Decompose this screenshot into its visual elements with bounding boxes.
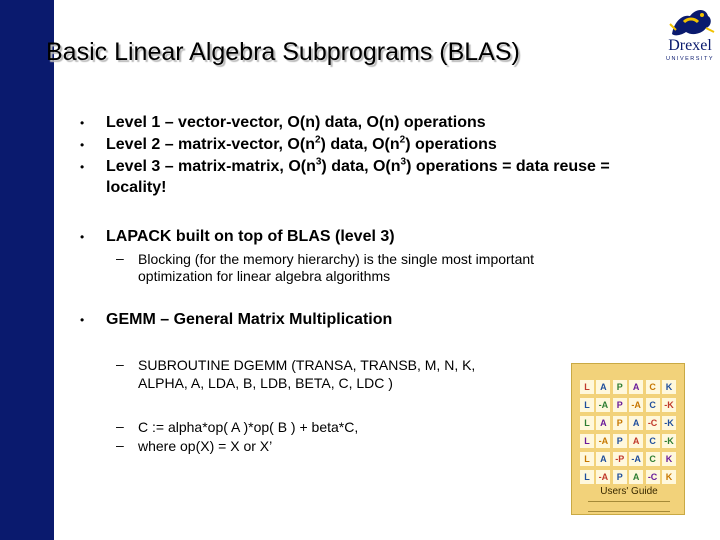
cover-letter-grid xyxy=(580,378,676,486)
cover-letter: C xyxy=(646,452,660,466)
cover-letter: P xyxy=(613,380,627,394)
cover-letter: -C xyxy=(646,470,660,484)
dragon-icon xyxy=(662,4,718,38)
cover-letter: -K xyxy=(662,398,676,412)
cover-fine-print xyxy=(588,501,670,512)
superscript: 3 xyxy=(315,156,322,168)
cover-row xyxy=(580,378,676,396)
cover-letter: C xyxy=(646,380,660,394)
cover-letter: -A xyxy=(596,398,610,412)
level-2-text: ) data, O(n xyxy=(320,136,400,153)
cover-letter: A xyxy=(629,416,643,430)
lapack-sub-line-2: optimization for linear algebra algorithms xyxy=(138,268,391,284)
cover-letter: L xyxy=(580,416,594,430)
dgemm-signature-line-1: SUBROUTINE DGEMM (TRANSA, TRANSB, M, N, K, xyxy=(138,357,476,373)
cover-letter: P xyxy=(613,434,627,448)
bullet-level-2 xyxy=(106,134,497,155)
cover-letter: P xyxy=(613,470,627,484)
level-2-text: ) operations xyxy=(405,136,497,153)
cover-row xyxy=(580,414,676,432)
cover-letter: L xyxy=(580,398,594,412)
superscript: 2 xyxy=(399,134,406,146)
cover-letter: A xyxy=(629,470,643,484)
gemm-heading: GEMM – General Matrix Multiplication xyxy=(106,311,393,328)
bullet-marker: • xyxy=(80,230,85,244)
cover-letter: A xyxy=(596,452,610,466)
dash-marker: – xyxy=(116,418,124,434)
level-3-continuation: locality! xyxy=(106,179,167,196)
cover-title: Users' Guide xyxy=(600,486,658,497)
dash-marker: – xyxy=(116,250,124,266)
cover-letter: -A xyxy=(596,470,610,484)
superscript: 2 xyxy=(314,134,321,146)
cover-letter: L xyxy=(580,470,594,484)
cover-letter: -A xyxy=(629,452,643,466)
cover-letter: C xyxy=(646,398,660,412)
bullet-level-3 xyxy=(106,156,610,177)
bullet-marker: • xyxy=(80,313,85,327)
lapack-heading: LAPACK built on top of BLAS (level 3) xyxy=(106,228,395,245)
superscript: 3 xyxy=(400,156,407,168)
gemm-formula: C := alpha*op( A )*op( B ) + beta*C, xyxy=(138,419,359,435)
cover-letter: L xyxy=(580,380,594,394)
cover-letter: -C xyxy=(646,416,660,430)
cover-letter: A xyxy=(629,380,643,394)
cover-row xyxy=(580,450,676,468)
gemm-op-definition: where op(X) = X or X’ xyxy=(138,438,273,454)
cover-letter: -P xyxy=(613,452,627,466)
cover-letter: P xyxy=(613,416,627,430)
cover-letter: L xyxy=(580,452,594,466)
level-1-text: Level 1 – vector-vector, O(n) data, O(n) operations xyxy=(106,114,486,131)
cover-letter: A xyxy=(596,380,610,394)
bullet-level-1 xyxy=(106,112,486,133)
cover-letter: C xyxy=(646,434,660,448)
level-2-text: Level 2 – matrix-vector, O(n xyxy=(106,136,315,153)
logo-wordmark: Drexel xyxy=(668,37,712,54)
cover-row xyxy=(580,468,676,486)
logo-subtitle: UNIVERSITY xyxy=(665,56,714,62)
cover-letter: -K xyxy=(662,434,676,448)
cover-letter: A xyxy=(629,434,643,448)
lapack-sub-line-1: Blocking (for the memory hierarchy) is the single most important xyxy=(138,251,535,267)
bullet-marker: • xyxy=(80,138,85,152)
cover-row xyxy=(580,396,676,414)
cover-letter: A xyxy=(596,416,610,430)
sidebar-band xyxy=(0,0,54,540)
dash-marker: – xyxy=(116,437,124,453)
cover-row xyxy=(580,432,676,450)
cover-letter: L xyxy=(580,434,594,448)
cover-letter: P xyxy=(613,398,627,412)
cover-letter: K xyxy=(662,452,676,466)
slide-title: Basic Linear Algebra Subprograms (BLAS) xyxy=(46,38,520,66)
lapack-users-guide-cover xyxy=(571,363,685,515)
dgemm-signature-line-2: ALPHA, A, LDA, B, LDB, BETA, C, LDC ) xyxy=(138,375,393,391)
cover-letter: K xyxy=(662,470,676,484)
bullet-marker: • xyxy=(80,116,85,130)
cover-letter: -A xyxy=(596,434,610,448)
level-3-text: ) operations = data reuse = xyxy=(406,158,610,175)
bullet-marker: • xyxy=(80,160,85,174)
drexel-logo xyxy=(662,4,718,66)
level-3-text: ) data, O(n xyxy=(321,158,401,175)
dash-marker: – xyxy=(116,356,124,372)
level-3-text: Level 3 – matrix-matrix, O(n xyxy=(106,158,316,175)
cover-letter: -A xyxy=(629,398,643,412)
cover-letter: K xyxy=(662,380,676,394)
cover-letter: -K xyxy=(662,416,676,430)
